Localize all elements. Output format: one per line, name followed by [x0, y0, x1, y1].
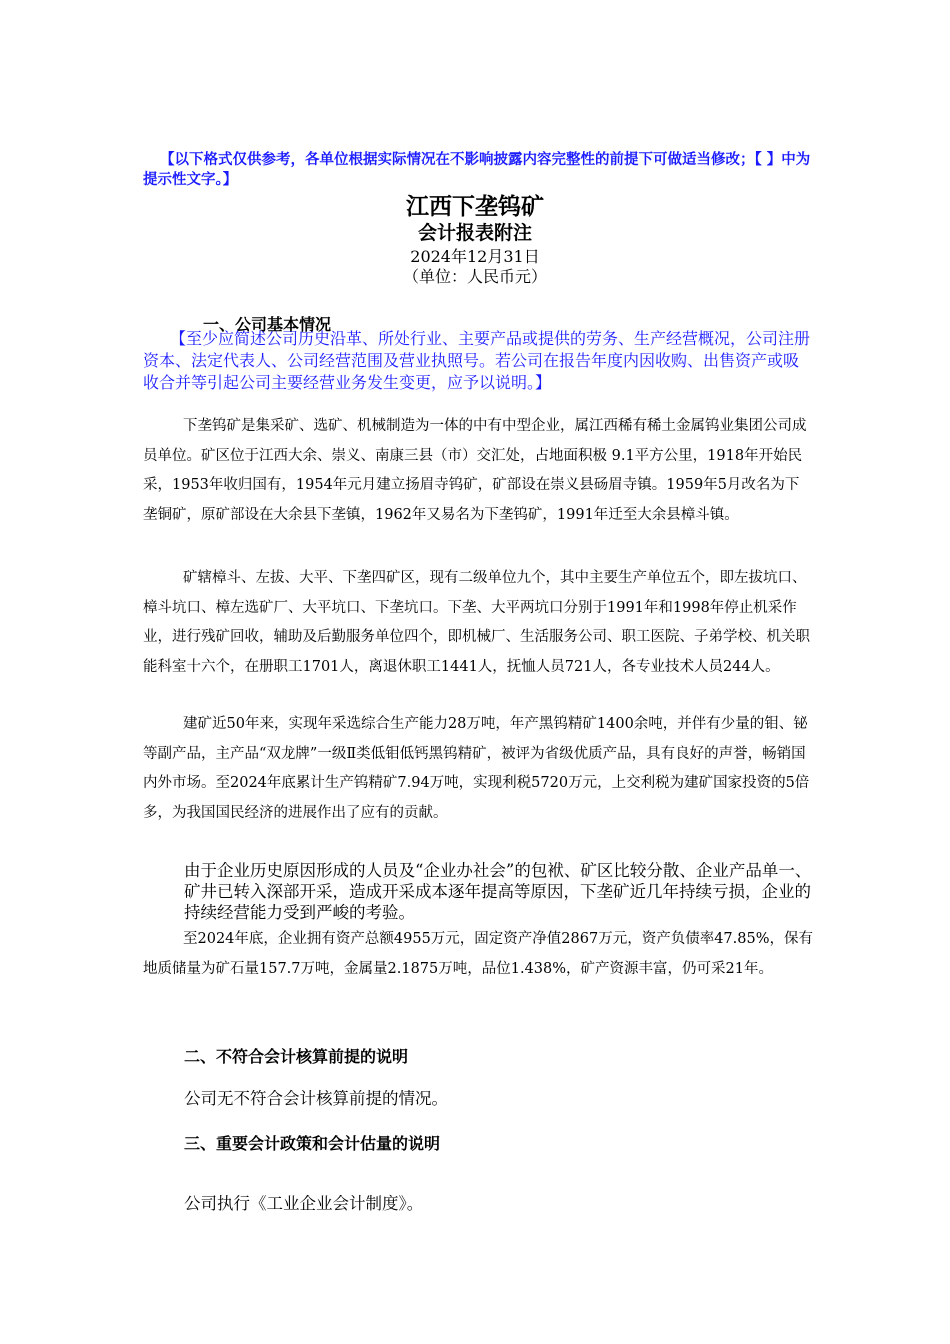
section2-heading: 二、不符合会计核算前提的说明: [184, 1047, 409, 1066]
company-name: 江西下垄钨矿: [406, 194, 544, 220]
section3-text: 公司执行《工业企业会计制度》。: [184, 1194, 424, 1213]
format-note: 【以下格式仅供参考，各单位根据实际情况在不影响披露内容完整性的前提下可做适当修改；【 】中为提示性文字。】: [143, 152, 811, 188]
history-paragraph: 下垄钨矿是集采矿、选矿、机械制造为一体的中有中型企业，属江西稀有稀土金属钨业集团公司成员单位。矿区位于江西大余、崇义、南康三县（市）交汇处，占地面积极 9.1平方公里，1918年开始民采，1953年收归国有，1954年元月建立扬眉寺钨矿，矿部设在崇义县砀眉寺镇。1959年5月改名为下垄铜矿，原矿部设在大余县下垄镇，1962年又易名为下垄钨矿，1991年迁至大余县樟斗镇。: [143, 418, 807, 523]
section1-heading: 一、公司基本情况: [203, 315, 332, 334]
production-paragraph: 建矿近50年来，实现年采选综合生产能力28万吨，年产黑钨精矿1400余吨，并伴有少量的钼、铋等副产品，主产品“双龙牌”一级Ⅱ类低钼低钙黑钨精矿，被评为省级优质产品，具有良好的声誉，畅销国内外市场。至2024年底累计生产钨精矿7.94万吨，实现利税5720万元，上交利税为建矿国家投资的5倍多，为我国国民经济的进展作出了应有的贡献。: [143, 716, 810, 821]
assets-paragraph: 至2024年底，企业拥有资产总额4955万元，固定资产净值2867万元，资产负债率47.85%，保有地质储量为矿石量157.7万吨，金属量2.1875万吨，品位1.438%，矿产资源丰富，仍可采21年。: [143, 931, 813, 977]
section1-hint: 【至少应简述公司历史沿革、所处行业、主要产品或提供的劳务、生产经营概况，公司注册资本、法定代表人、公司经营范围及营业执照号。若公司在报告年度内因收购、出售资产或吸收合并等引起公司主要经营业务发生变更，应予以说明。】: [143, 329, 811, 392]
organization-paragraph: 矿辖樟斗、左拔、大平、下垄四矿区，现有二级单位九个，其中主要生产单位五个，即左拔坑口、樟斗坑口、樟左选矿厂、大平坑口、下垄坑口。下垄、大平两坑口分别于1991年和1998年停止机采作业，进行残矿回收，辅助及后勤服务单位四个，即机械厂、生活服务公司、职工医院、子弟学校、机关职能科室十六个，在册职工1701人，离退休职工1441人，抚恤人员721人，各专业技术人员244人。: [143, 570, 810, 675]
document-title: 会计报表附注: [417, 222, 532, 244]
report-date: 2024年12月31日: [410, 247, 540, 266]
section3-heading: 三、重要会计政策和会计估量的说明: [184, 1134, 441, 1153]
section2-text: 公司无不符合会计核算前提的情况。: [184, 1089, 448, 1108]
currency-unit: （单位：人民币元）: [402, 267, 547, 286]
going-concern-paragraph: 由于企业历史原因形成的人员及“企业办社会”的包袱、矿区比较分散、企业产品单一、矿井已转入深部开采，造成开采成本逐年提高等原因，下垄矿近几年持续亏损，企业的持续经营能力受到严峻的考验。: [184, 861, 812, 922]
